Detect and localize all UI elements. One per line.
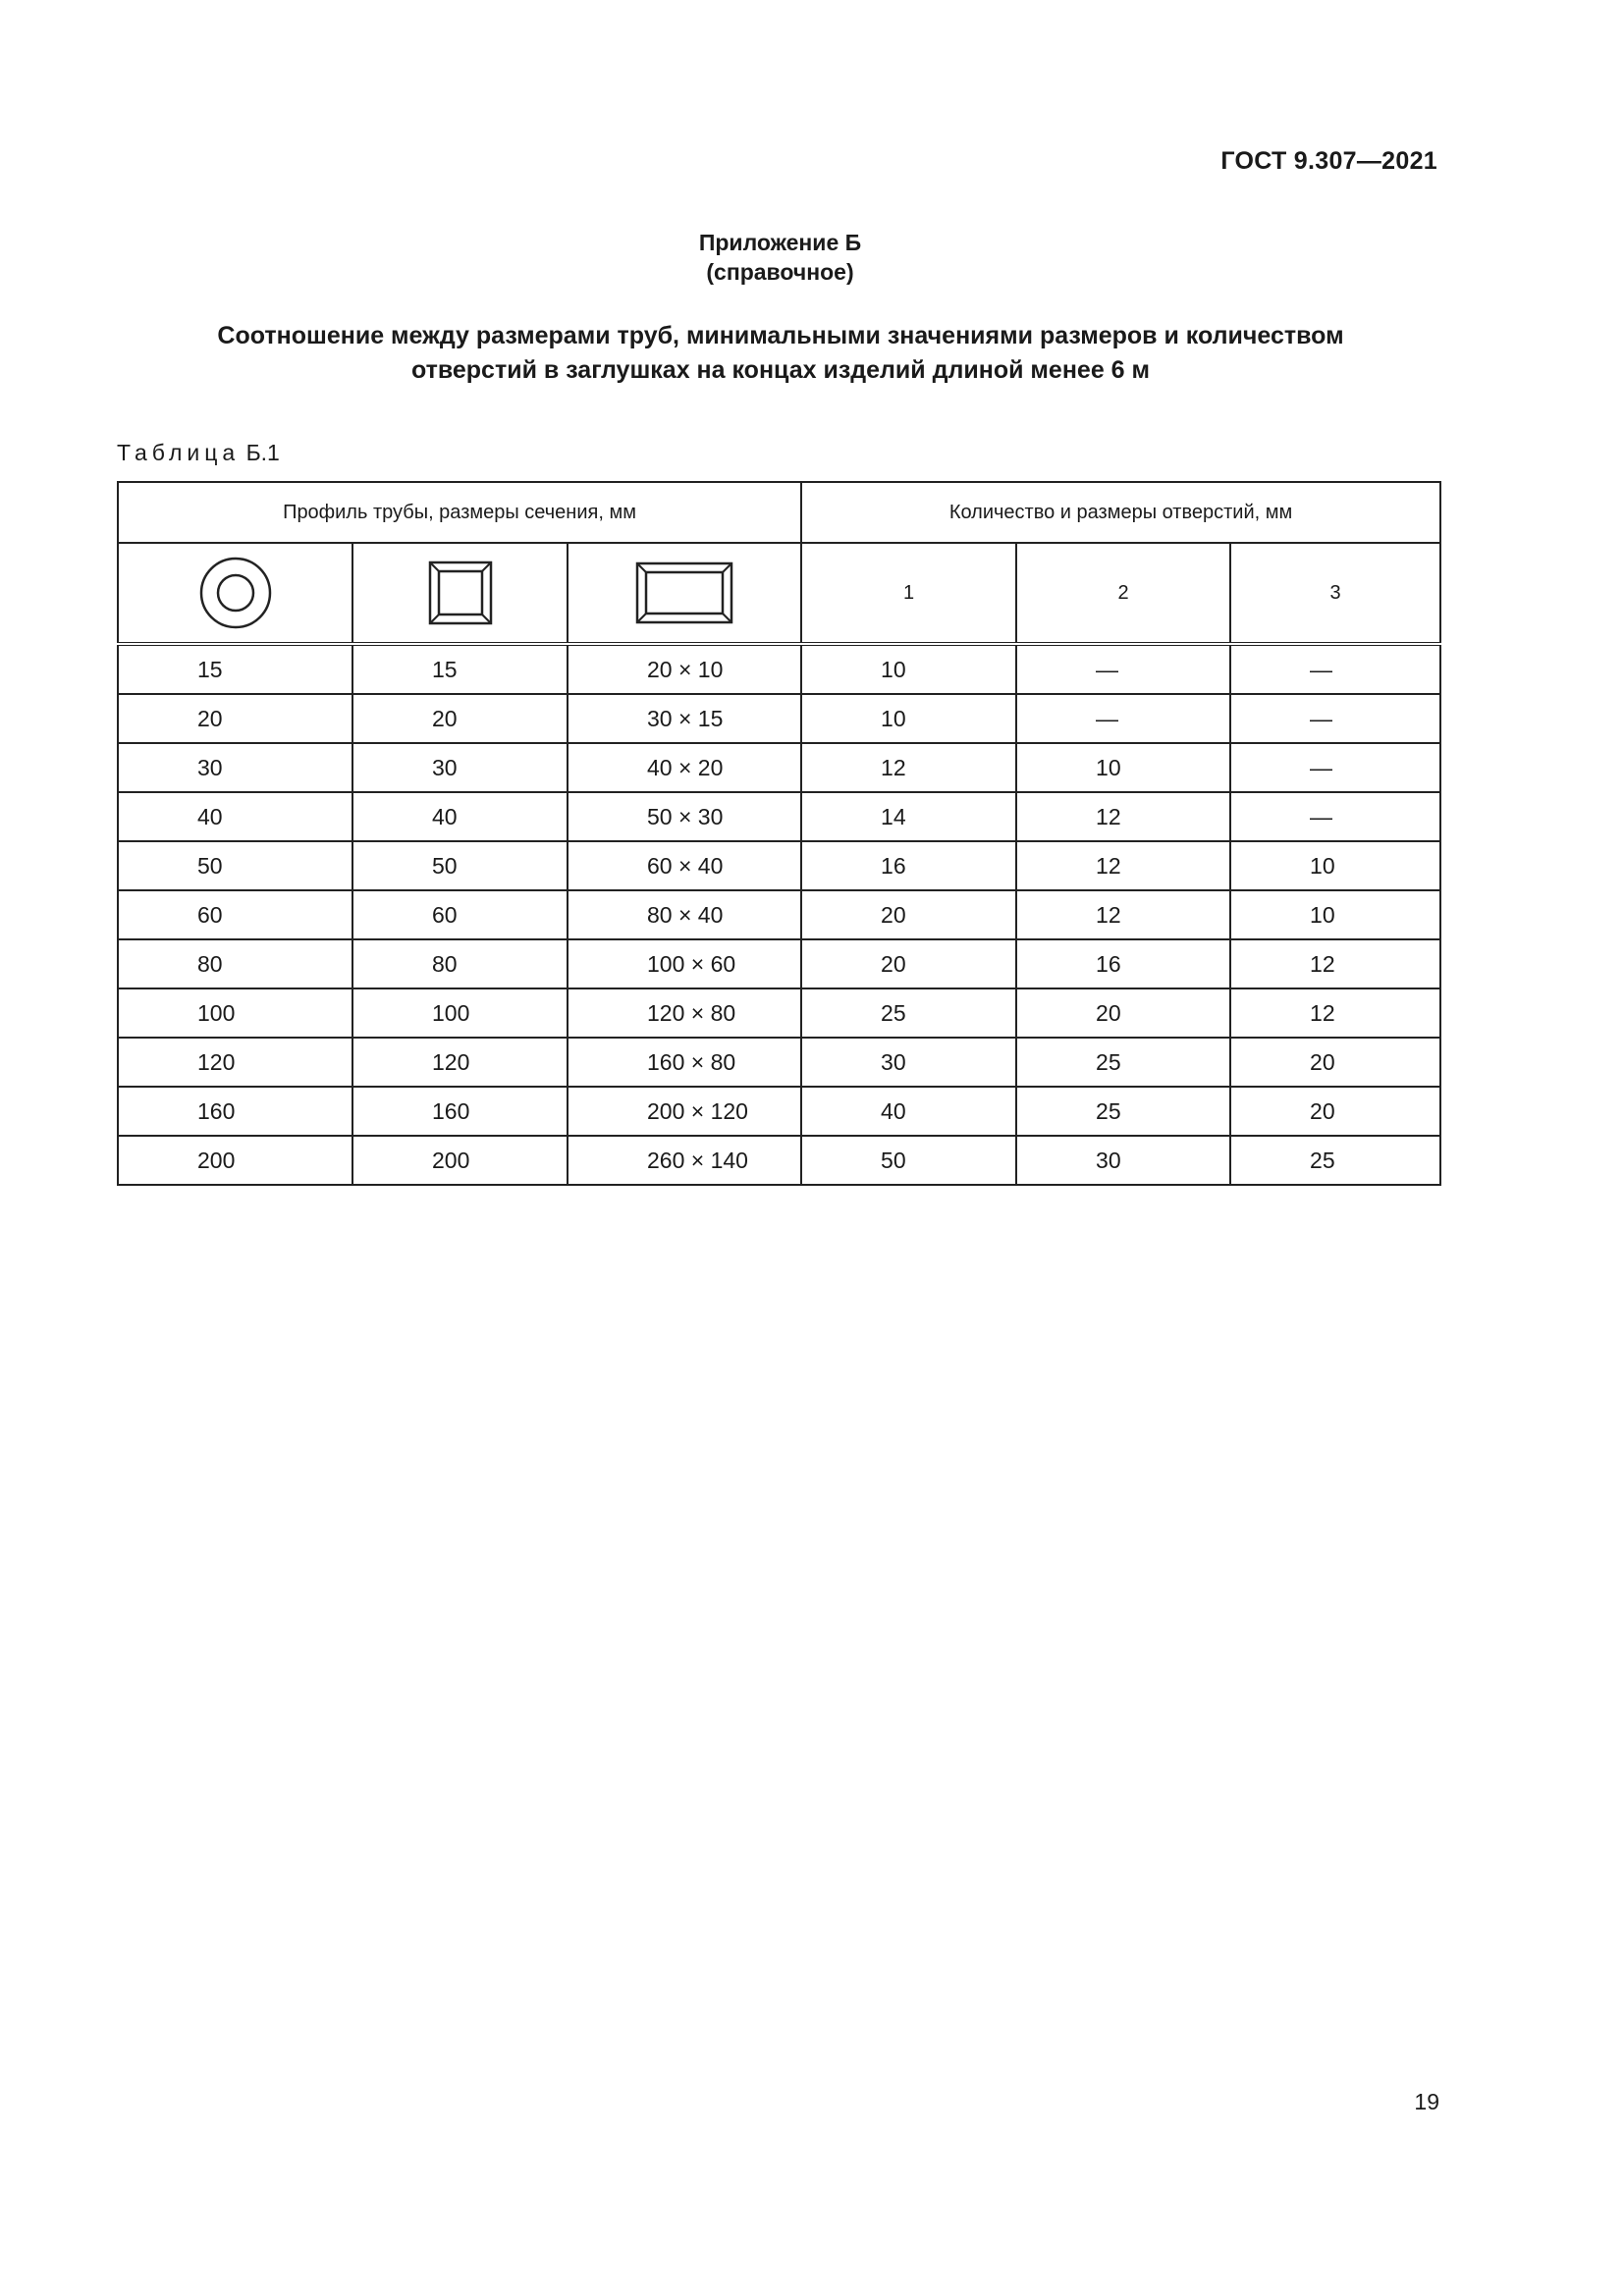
table-row — [118, 743, 1440, 792]
square-pipe-icon — [428, 561, 493, 625]
hole-size-1-cell: 30 — [801, 1038, 1016, 1087]
table-subheader-row — [118, 543, 1440, 644]
square-size-cell: 80 — [352, 939, 568, 988]
square-size-cell: 160 — [352, 1087, 568, 1136]
hole-size-3-cell: — — [1230, 694, 1440, 743]
hole-size-2-cell: 12 — [1016, 890, 1230, 939]
hole-size-3-cell: 25 — [1230, 1136, 1440, 1185]
hole-size-2-cell: — — [1016, 694, 1230, 743]
rectangular-pipe-icon — [635, 561, 733, 624]
hole-size-1-cell: 14 — [801, 792, 1016, 841]
hole-size-2-cell: 25 — [1016, 1087, 1230, 1136]
table-caption-number: Б.1 — [245, 440, 280, 465]
round-size-cell: 30 — [118, 743, 352, 792]
header-holes: Количество и размеры отверстий, мм — [801, 482, 1440, 543]
page-number: 19 — [1414, 2089, 1439, 2114]
hole-size-1-cell: 40 — [801, 1087, 1016, 1136]
square-size-cell: 50 — [352, 841, 568, 890]
section-title-line-1: Соотношение между размерами труб, минимальными значениями размеров и количеством — [217, 322, 1344, 349]
table-row — [118, 1087, 1440, 1136]
round-size-cell: 200 — [118, 1136, 352, 1185]
square-size-cell: 40 — [352, 792, 568, 841]
round-size-cell: 20 — [118, 694, 352, 743]
table-row — [118, 792, 1440, 841]
hole-size-3-cell: 20 — [1230, 1038, 1440, 1087]
hole-size-1-cell: 20 — [801, 890, 1016, 939]
table-row — [118, 1038, 1440, 1087]
hole-column-3: 3 — [1230, 543, 1440, 644]
hole-size-2-cell: 12 — [1016, 841, 1230, 890]
hole-size-2-cell: 16 — [1016, 939, 1230, 988]
hole-column-1: 1 — [801, 543, 1016, 644]
hole-size-2-cell: — — [1016, 644, 1230, 694]
hole-size-3-cell: 12 — [1230, 939, 1440, 988]
round-size-cell: 80 — [118, 939, 352, 988]
rect-size-cell: 40 × 20 — [568, 743, 801, 792]
rect-size-cell: 20 × 10 — [568, 644, 801, 694]
rect-size-cell: 120 × 80 — [568, 988, 801, 1038]
square-pipe-cell — [352, 543, 568, 644]
hole-column-2: 2 — [1016, 543, 1230, 644]
table-row — [118, 1136, 1440, 1185]
hole-size-3-cell: 12 — [1230, 988, 1440, 1038]
rect-size-cell: 160 × 80 — [568, 1038, 801, 1087]
hole-size-1-cell: 20 — [801, 939, 1016, 988]
rect-size-cell: 60 × 40 — [568, 841, 801, 890]
square-size-cell: 30 — [352, 743, 568, 792]
round-size-cell: 160 — [118, 1087, 352, 1136]
hole-size-3-cell: 10 — [1230, 890, 1440, 939]
table-row — [118, 939, 1440, 988]
rect-size-cell: 50 × 30 — [568, 792, 801, 841]
appendix-title: Приложение Б — [698, 230, 862, 255]
hole-size-3-cell: — — [1230, 743, 1440, 792]
square-size-cell: 60 — [352, 890, 568, 939]
document-code: ГОСТ 9.307—2021 — [1220, 147, 1437, 175]
square-size-cell: 20 — [352, 694, 568, 743]
hole-size-3-cell: — — [1230, 792, 1440, 841]
round-size-cell: 120 — [118, 1038, 352, 1087]
square-size-cell: 120 — [352, 1038, 568, 1087]
section-title — [118, 319, 1443, 388]
round-pipe-icon — [198, 556, 273, 630]
round-pipe-cell — [118, 543, 352, 644]
table-row — [118, 841, 1440, 890]
table-caption-word: Таблица — [117, 440, 241, 465]
square-size-cell: 15 — [352, 644, 568, 694]
hole-size-1-cell: 10 — [801, 644, 1016, 694]
rect-size-cell: 30 × 15 — [568, 694, 801, 743]
round-size-cell: 40 — [118, 792, 352, 841]
rectangular-pipe-cell — [568, 543, 801, 644]
hole-size-1-cell: 12 — [801, 743, 1016, 792]
section-title-line-2: отверстий в заглушках на концах изделий длиной менее 6 м — [410, 356, 1151, 384]
pipe-holes-table — [117, 481, 1441, 1186]
table-row — [118, 988, 1440, 1038]
hole-size-2-cell: 30 — [1016, 1136, 1230, 1185]
rect-size-cell: 80 × 40 — [568, 890, 801, 939]
appendix-subtitle: (справочное) — [706, 259, 854, 285]
round-size-cell: 60 — [118, 890, 352, 939]
round-size-cell: 100 — [118, 988, 352, 1038]
header-profile: Профиль трубы, размеры сечения, мм — [118, 482, 801, 543]
hole-size-1-cell: 10 — [801, 694, 1016, 743]
table-row — [118, 694, 1440, 743]
square-size-cell: 200 — [352, 1136, 568, 1185]
rect-size-cell: 200 × 120 — [568, 1087, 801, 1136]
rect-size-cell: 260 × 140 — [568, 1136, 801, 1185]
hole-size-3-cell: 10 — [1230, 841, 1440, 890]
round-size-cell: 15 — [118, 644, 352, 694]
hole-size-2-cell: 20 — [1016, 988, 1230, 1038]
table-row — [118, 644, 1440, 694]
hole-size-1-cell: 50 — [801, 1136, 1016, 1185]
round-size-cell: 50 — [118, 841, 352, 890]
hole-size-2-cell: 12 — [1016, 792, 1230, 841]
appendix-heading — [0, 228, 1560, 287]
table-header-row — [118, 482, 1440, 543]
rect-size-cell: 100 × 60 — [568, 939, 801, 988]
hole-size-3-cell: 20 — [1230, 1087, 1440, 1136]
table-caption — [117, 440, 280, 466]
hole-size-2-cell: 25 — [1016, 1038, 1230, 1087]
hole-size-2-cell: 10 — [1016, 743, 1230, 792]
hole-size-1-cell: 16 — [801, 841, 1016, 890]
square-size-cell: 100 — [352, 988, 568, 1038]
hole-size-3-cell: — — [1230, 644, 1440, 694]
hole-size-1-cell: 25 — [801, 988, 1016, 1038]
table-row — [118, 890, 1440, 939]
